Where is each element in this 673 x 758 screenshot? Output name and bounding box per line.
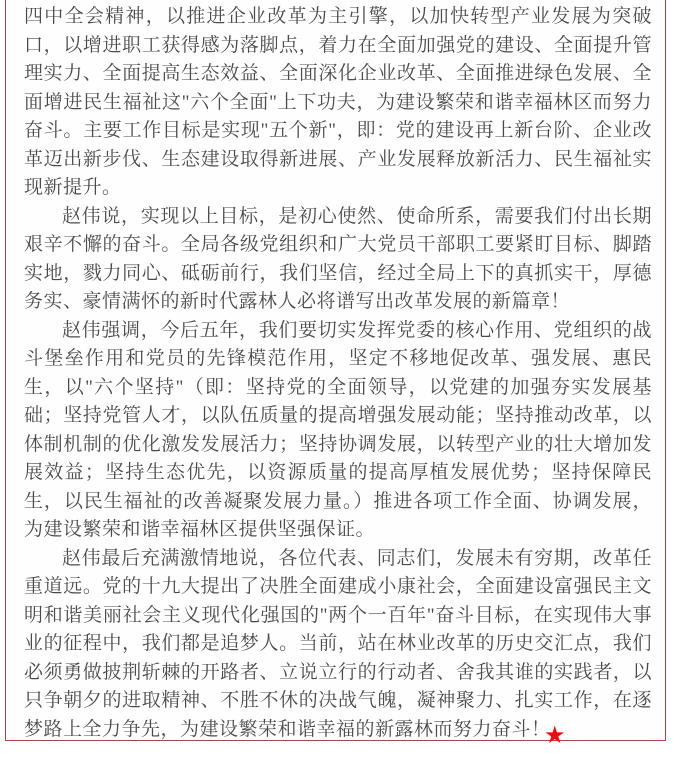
paragraph: 赵伟最后充满激情地说，各位代表、同志们，发展未有穷期，改革任重道远。党的十九大提出了决胜全面建成小康社会，全面建设富强民主文明和谐美丽社会主义现代化强国的"两个一百年"奋斗目标，在实现伟大事业的征程中，我们都是追梦人。当前，站在林业改革的历史交汇点，我们必须勇做披荆斩棘的开路者、立说立行的行动者、舍我其谁的实践者，以只争朝夕的进取精神、不胜不休的决战气魄，凝神聚力、扎实工作，在逐梦路上全力争先，为建设繁荣和谐幸福的新露林而努力奋斗！	[24, 547, 652, 740]
article-body	[24, 3, 652, 744]
paragraph: 赵伟强调，今后五年，我们要切实发挥党委的核心作用、党组织的战斗堡垒作用和党员的先锋模范作用，坚定不移地促改革、强发展、惠民生，以"六个坚持"（即：坚持党的全面领导，以党建的加强夯实发展基础；坚持党管人才，以队伍质量的提高增强发展动能；坚持推动改革，以体制机制的优化激发发展活力；坚持协调发展，以转型产业的壮大增加发展效益；坚持生态优先，以资源质量的提高厚植发展优势；坚持保障民生，以民生福祉的改善凝聚发展力量。）推进各项工作全面、协调发展，为建设繁荣和谐幸福林区提供坚强保证。	[24, 319, 652, 540]
paragraph: 赵伟说，实现以上目标，是初心使然、使命所系，需要我们付出长期艰辛不懈的奋斗。全局各级党组织和广大党员干部职工要紧盯目标、脚踏实地，戮力同心、砥砺前行，我们坚信，经过全局上下的真抓实干，厚德务实、豪情满怀的新时代露林人必将谱写出改革发展的新篇章！	[24, 205, 652, 312]
paragraph-continuation: 四中全会精神，以推进企业改革为主引擎，以加快转型产业发展为突破口，以增进职工获得感为落脚点，着力在全面加强党的建设、全面提升管理实力、全面提高生态效益、全面深化企业改革、全面推进绿色发展、全面增进民生福祉这"六个全面"上下功夫，为建设繁荣和谐幸福林区而努力奋斗。主要工作目标是实现"五个新"，即：党的建设再上新台阶、企业改革迈出新步伐、生态建设取得新进展、产业发展释放新活力、民生福祉实现新提升。	[24, 6, 652, 198]
red-star-icon: ★	[544, 721, 566, 749]
